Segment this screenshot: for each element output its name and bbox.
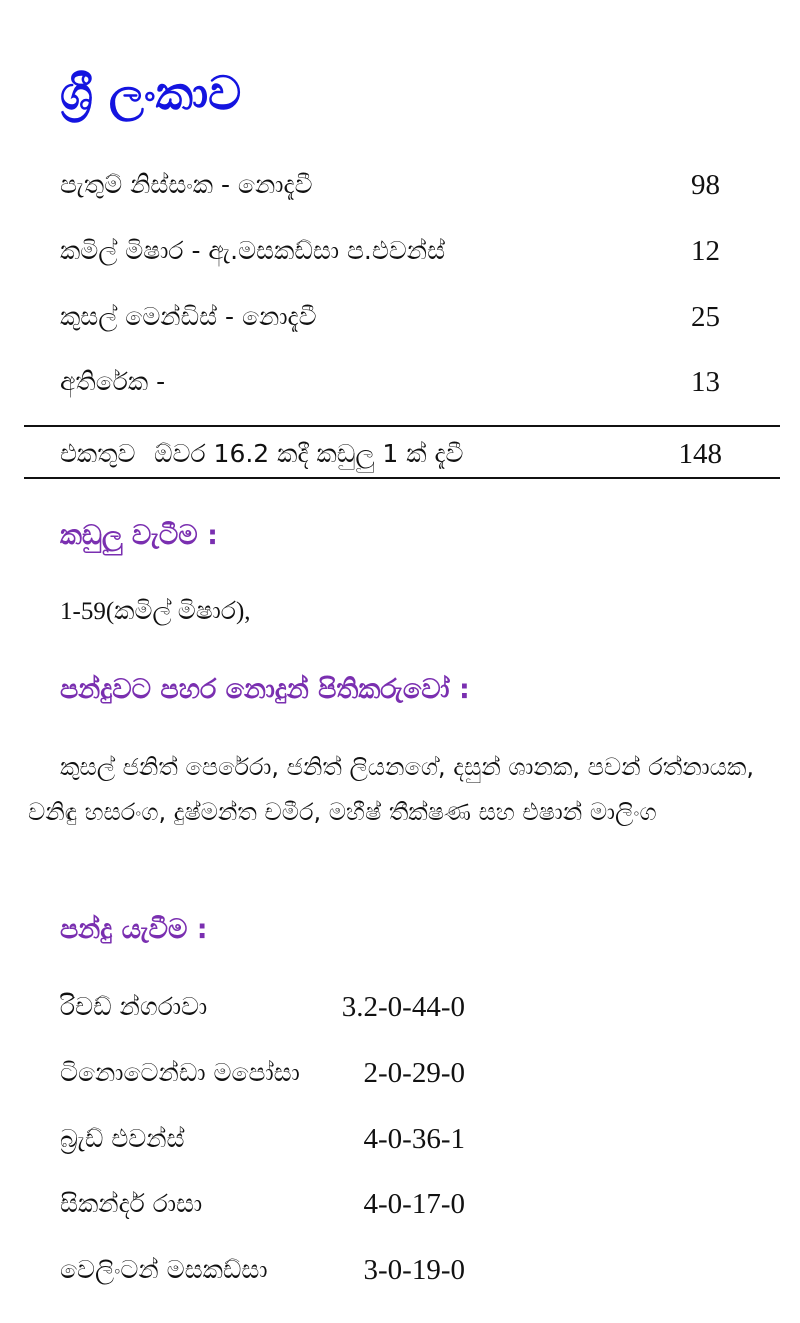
bowling-row xyxy=(60,985,465,1029)
bowler-figures: 2-0-29-0 xyxy=(363,1057,465,1089)
bowling-heading: පන්දු යැවීම : xyxy=(60,914,208,945)
total-row xyxy=(60,432,722,476)
extras-row xyxy=(60,360,720,404)
batsman-name: කමිල් මිෂාර - ඇ.මසකඩ්සා ප.එවන්ස් xyxy=(60,236,446,265)
bowling-row xyxy=(60,1182,465,1226)
bowler-figures: 4-0-36-1 xyxy=(363,1123,465,1155)
total-label: එකතුව xyxy=(60,439,136,468)
bowler-name: වෙලිංටන් මසකඩ්සා xyxy=(60,1255,268,1284)
total-bottom-rule xyxy=(24,477,780,479)
bowler-name: බ්‍රැඩ් එවන්ස් xyxy=(60,1124,185,1153)
batting-row xyxy=(60,295,720,339)
bowler-name: රිචඩ් න්ගරාවා xyxy=(60,992,208,1021)
bowling-row xyxy=(60,1248,465,1292)
fall-of-wickets-text: 1-59(කමිල් මිෂාර), xyxy=(60,598,251,625)
bowler-name: සිකන්දර් රාසා xyxy=(60,1189,203,1218)
total-overs-text: ඕවර 16.2 කදී කඩුලු 1 ක් දැවී xyxy=(154,439,464,468)
bowler-figures: 4-0-17-0 xyxy=(363,1188,465,1220)
batsman-runs: 12 xyxy=(691,235,720,267)
extras-runs: 13 xyxy=(691,366,720,398)
batsman-runs: 98 xyxy=(691,169,720,201)
batting-row xyxy=(60,229,720,273)
total-top-rule xyxy=(24,425,780,427)
batsman-name: කුසල් මෙන්ඩිස් - නොදැවී xyxy=(60,302,317,331)
bowling-row xyxy=(60,1117,465,1161)
fall-of-wickets-heading: කඩුලු වැටීම : xyxy=(60,520,218,551)
bowler-figures: 3.2-0-44-0 xyxy=(341,991,465,1023)
batsman-runs: 25 xyxy=(691,301,720,333)
total-runs: 148 xyxy=(678,438,722,470)
did-not-bat-text: කුසල් ජනිත් පෙරේරා, ජනිත් ලියනගේ, දසුන් ශානක, පවන් රත්නායක, වනිඳු හසරංග, දුෂ්මන්ත චමීර, මහීෂ් තීක්ෂණ සහ එෂාන් මාලිංග xyxy=(28,753,754,826)
bowler-name: ටිනොටෙන්ඩා මපෝසා xyxy=(60,1058,300,1087)
did-not-bat-heading: පන්දුවට පහර නොදුන් පිතිකරුවෝ : xyxy=(60,674,470,705)
batting-row xyxy=(60,163,720,207)
bowling-row xyxy=(60,1051,465,1095)
team-title: ශ්‍රී ලංකාව xyxy=(60,66,242,120)
extras-label: අතිරේක - xyxy=(60,367,166,396)
batsman-name: පැතුම් නිස්සංක - නොදැවී xyxy=(60,170,313,199)
bowler-figures: 3-0-19-0 xyxy=(363,1254,465,1286)
